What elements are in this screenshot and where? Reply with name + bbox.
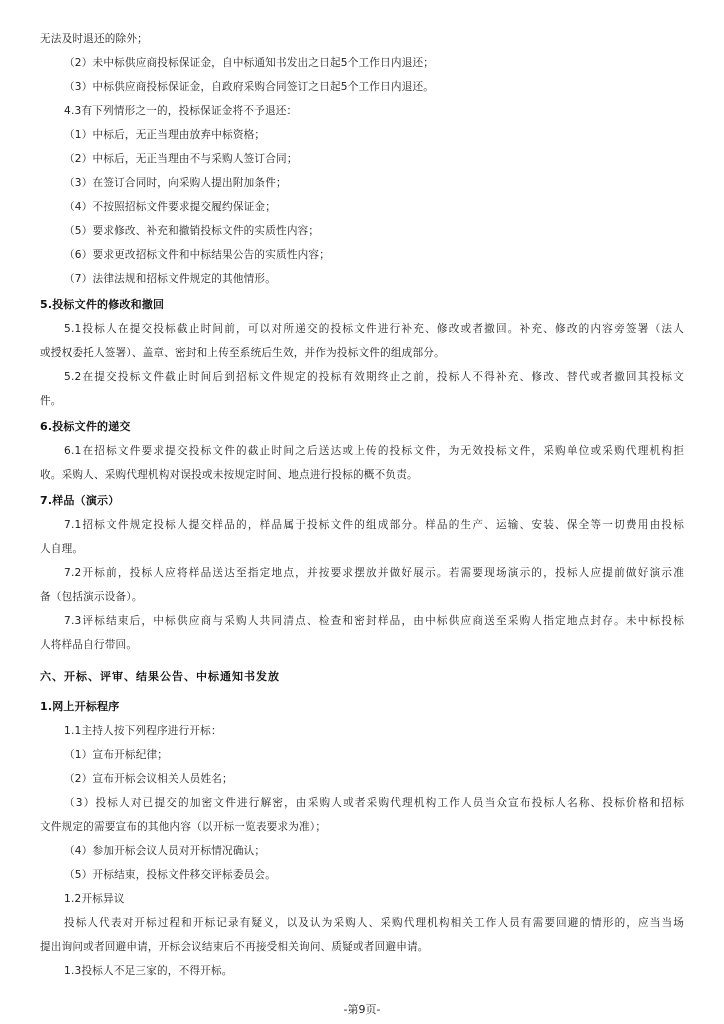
text-line: （2）宣布开标会议相关人员姓名； xyxy=(64,773,233,785)
page-number: -第9页- xyxy=(343,1003,381,1016)
text-line: （4）不按照招标文件要求提交履约保证金； xyxy=(64,201,277,213)
text-line: 备（包括演示设备）。 xyxy=(40,591,143,603)
text-line: （1）中标后，无正当理由放弃中标资格； xyxy=(64,129,266,141)
text-line: 无法及时退还的除外； xyxy=(40,33,148,45)
text-line: （3）中标供应商投标保证金，自政府采购合同签订之日起5个工作日内退还。 xyxy=(64,81,435,93)
text-line: 收。采购人、采购代理机构对误投或未按规定时间、地点进行投标的概不负责。 xyxy=(40,469,418,481)
text-line: 1.1主持人按下列程序进行开标： xyxy=(64,725,222,737)
text-line: （5）要求修改、补充和撤销投标文件的实质性内容； xyxy=(64,225,320,237)
text-line: （5）开标结束，投标文件移交评标委员会。 xyxy=(64,869,277,881)
text-line: 件。 xyxy=(40,395,62,407)
text-line: 人将样品自行带回。 xyxy=(40,639,138,651)
text-line: 文件规定的需要宣布的其他内容（以开标一览表要求为准）； xyxy=(40,821,327,833)
text-line: 1.3投标人不足三家的，不得开标。 xyxy=(64,965,233,977)
text-line: 5.2在提交投标文件截止时间后到招标文件规定的投标有效期终止之前，投标人不得补充、修改、替代或者撤回其投标文 xyxy=(64,371,684,383)
text-line: （3）在签订合同时，向采购人提出附加条件； xyxy=(64,177,287,189)
text-line: （1）宣布开标纪律； xyxy=(64,749,169,761)
text-line: （2）中标后，无正当理由不与采购人签订合同； xyxy=(64,153,298,165)
section-title: 六、开标、评审、结果公告、中标通知书发放 xyxy=(40,670,280,683)
text-line: 投标人代表对开标过程和开标记录有疑义，以及认为采购人、采购代理机构相关工作人员有需要回避的情形的，应当当场 xyxy=(64,917,684,929)
text-line: （2）未中标供应商投标保证金，自中标通知书发出之日起5个工作日内退还； xyxy=(64,57,435,69)
text-line: 7.3评标结束后，中标供应商与采购人共同清点、检查和密封样品，由中标供应商送至采购人指定地点封存。未中标投标 xyxy=(64,615,684,627)
text-line: 6.1在招标文件要求提交投标文件的截止时间之后送达或上传的投标文件，为无效投标文件，采购单位或采购代理机构拒 xyxy=(64,445,684,457)
text-line: 7.1招标文件规定投标人提交样品的，样品属于投标文件的组成部分。样品的生产、运输、安装、保全等一切费用由投标 xyxy=(64,519,684,531)
text-line: （6）要求更改招标文件和中标结果公告的实质性内容； xyxy=(64,249,330,261)
text-line: 7.2开标前，投标人应将样品送达至指定地点，并按要求摆放并做好展示。若需要现场演示的，投标人应提前做好演示准 xyxy=(64,567,684,579)
text-line: 或授权委托人签署）、盖章、密封和上传至系统后生效，并作为投标文件的组成部分。 xyxy=(40,347,445,359)
text-line: （4）参加开标会议人员对开标情况确认； xyxy=(64,845,266,857)
text-line: （3）投标人对已提交的加密文件进行解密，由采购人或者采购代理机构工作人员当众宣布投标人名称、投标价格和招标 xyxy=(64,797,684,809)
text-line: 提出询问或者回避申请，开标会议结束后不再接受相关询问、质疑或者回避申请。 xyxy=(40,941,429,953)
text-line: （7）法律法规和招标文件规定的其他情形。 xyxy=(64,273,277,285)
heading: 7.样品（演示） xyxy=(40,494,120,507)
text-line: 5.1投标人在提交投标截止时间前，可以对所递交的投标文件进行补充、修改或者撤回。补充、修改的内容旁签署（法人 xyxy=(64,323,684,335)
heading: 6.投标文件的递交 xyxy=(40,420,131,433)
text-line: 4.3有下列情形之一的，投标保证金将不予退还： xyxy=(64,105,298,117)
heading: 1.网上开标程序 xyxy=(40,700,120,713)
text-line: 1.2开标异议 xyxy=(64,893,125,905)
heading: 5.投标文件的修改和撤回 xyxy=(40,298,165,311)
text-line: 人自理。 xyxy=(40,543,84,555)
